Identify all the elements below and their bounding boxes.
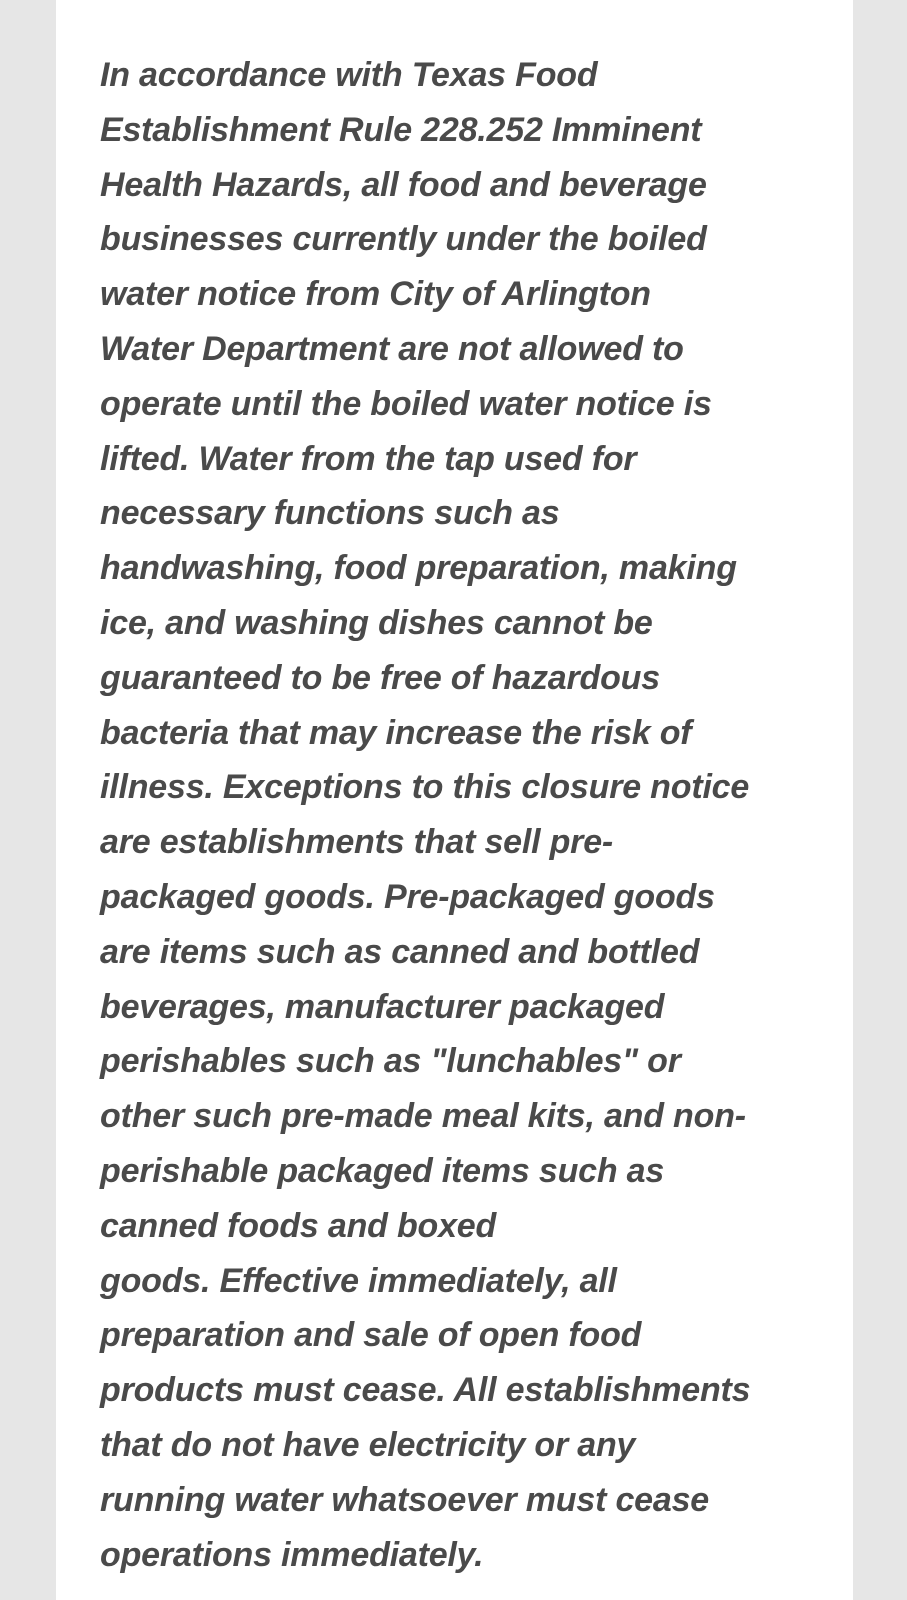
notice-line: are establishments that sell pre- — [100, 823, 614, 862]
notice-line: are items such as canned and bottled — [100, 932, 700, 971]
notice-line: beverages, manufacturer packaged — [100, 987, 665, 1026]
notice-line: Health Hazards, all food and beverage — [100, 165, 707, 204]
notice-line: handwashing, food preparation, making — [100, 549, 737, 588]
notice-line: guaranteed to be free of hazardous — [100, 658, 660, 697]
notice-line: operations immediately. — [100, 1535, 484, 1574]
notice-line: water notice from City of Arlington — [100, 275, 651, 314]
notice-line: perishable packaged items such as — [100, 1151, 665, 1190]
notice-line: lifted. Water from the tap used for — [100, 439, 637, 478]
notice-line: bacteria that may increase the risk of — [100, 713, 692, 752]
notice-line: that do not have electricity or any — [100, 1425, 636, 1464]
notice-line: ice, and washing dishes cannot be — [100, 603, 653, 642]
notice-line: businesses currently under the boiled — [100, 220, 707, 259]
notice-line: Establishment Rule 228.252 Imminent — [100, 110, 702, 149]
notice-line: necessary functions such as — [100, 494, 560, 533]
notice-line: products must cease. All establishments — [100, 1371, 751, 1410]
notice-line: other such pre-made meal kits, and non- — [100, 1097, 746, 1136]
article-card — [56, 0, 853, 1600]
notice-line: preparation and sale of open food — [100, 1316, 642, 1355]
notice-line: Water Department are not allowed to — [100, 329, 684, 368]
notice-line: operate until the boiled water notice is — [100, 384, 712, 423]
notice-line: running water whatsoever must cease — [100, 1480, 709, 1519]
notice-line: perishables such as "lunchables" or — [100, 1042, 681, 1081]
notice-line: In accordance with Texas Food — [100, 56, 598, 94]
notice-line: goods. Effective immediately, all — [100, 1261, 617, 1300]
notice-line: packaged goods. Pre-packaged goods — [100, 877, 715, 916]
notice-line: canned foods and boxed — [100, 1206, 497, 1245]
health-notice-paragraph — [100, 48, 810, 1582]
notice-line: illness. Exceptions to this closure notice — [100, 768, 750, 807]
